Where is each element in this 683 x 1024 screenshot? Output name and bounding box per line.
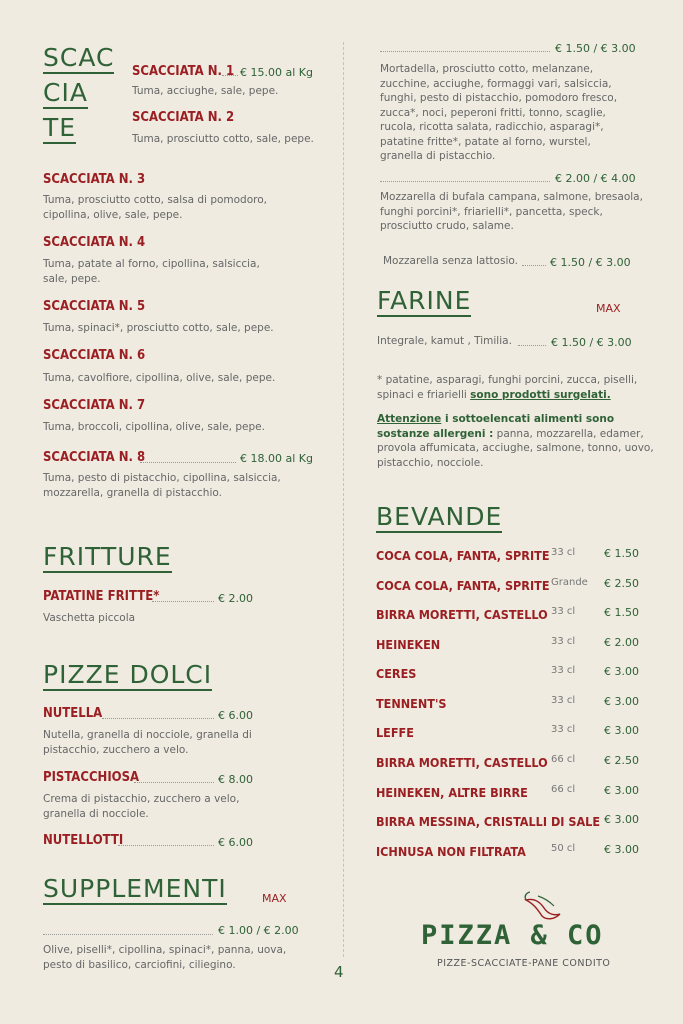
- drink-3-name: BIRRA MORETTI, CASTELLO: [376, 607, 548, 622]
- pistacchiosa-desc: Crema di pistacchio, zucchero a velo, granella di nocciole.: [43, 793, 240, 820]
- drink-9-size: 66 cl: [551, 784, 576, 795]
- column-divider: [343, 42, 344, 957]
- drink-7-price: € 3.00: [604, 724, 639, 737]
- scacciata-1-name: SCACCIATA N. 1: [132, 64, 235, 79]
- allergen-note-label: Attenzione: [377, 413, 442, 425]
- scacciata-6-name: SCACCIATA N. 6: [43, 348, 146, 363]
- dot-leader: [518, 345, 546, 346]
- dot-leader: [102, 718, 214, 719]
- scacciata-7-desc: Tuma, broccoli, cipollina, olive, sale, pepe.: [43, 421, 265, 433]
- lactose-free-label: Mozzarella senza lattosio.: [383, 255, 518, 267]
- patatine-fritte-name: PATATINE FRITTE*: [43, 589, 160, 604]
- brand-tagline: PIZZE-SCACCIATE-PANE CONDITO: [437, 958, 611, 969]
- drink-4-name: HEINEKEN: [376, 637, 441, 652]
- drink-6-price: € 3.00: [604, 695, 639, 708]
- scacciata-5-name: SCACCIATA N. 5: [43, 299, 146, 314]
- drink-1-size: 33 cl: [551, 547, 576, 558]
- drink-7-size: 33 cl: [551, 724, 576, 735]
- pistacchiosa-name: PISTACCHIOSA: [43, 770, 140, 785]
- drink-10-price: € 3.00: [604, 813, 639, 826]
- scacciata-2-desc: Tuma, prosciutto cotto, sale, pepe.: [132, 133, 314, 145]
- nutella-price: € 6.00: [218, 709, 253, 722]
- scacciata-7-name: SCACCIATA N. 7: [43, 398, 146, 413]
- drink-9-price: € 3.00: [604, 784, 639, 797]
- frozen-note-text: * patatine, asparagi, funghi porcini, zucca, piselli, spinaci e friarielli: [377, 374, 638, 401]
- scacciate-title-line-2: CIA: [43, 78, 88, 107]
- farine-price: € 1.50 / € 3.00: [551, 336, 632, 349]
- supplementi-group-2-desc: Mortadella, prosciutto cotto, melanzane, zucchine, acciughe, formaggi vari, salsiccia, funghi, pesto di pistacchio, pomodoro fresco, zucca*, noci, peperoni fritti, tonno, scaglie, rucola, ricotta salata, radicchio, asparagi*, patatine fritte*, patate al forno, wurstel, granella di pistacchio.: [380, 63, 618, 162]
- dot-leader: [152, 601, 214, 602]
- lactose-free-price: € 1.50 / € 3.00: [550, 256, 631, 269]
- farine-title: FARINE: [377, 286, 472, 315]
- allergen-note: [377, 412, 662, 470]
- supplementi-group-1-desc: Olive, piselli*, cipollina, spinaci*, panna, uova, pesto di basilico, carciofini, ciliegino.: [43, 944, 287, 971]
- scacciata-8-name: SCACCIATA N. 8: [43, 450, 146, 465]
- scacciata-1-desc: Tuma, acciughe, sale, pepe.: [132, 85, 279, 97]
- fritture-title: FRITTURE: [43, 542, 172, 571]
- drink-8-price: € 2.50: [604, 754, 639, 767]
- patatine-fritte-desc: Vaschetta piccola: [43, 612, 136, 624]
- chili-pepper-icon: [520, 890, 566, 924]
- drink-3-price: € 1.50: [604, 606, 639, 619]
- frozen-note-bold: sono prodotti surgelati.: [470, 388, 611, 401]
- drink-6-size: 33 cl: [551, 695, 576, 706]
- scacciata-8-price: € 18.00 al Kg: [240, 452, 313, 465]
- bevande-title: BEVANDE: [376, 502, 503, 531]
- supplementi-group-3-price: € 2.00 / € 4.00: [555, 172, 636, 185]
- scacciata-4-name: SCACCIATA N. 4: [43, 235, 146, 250]
- drink-2-name: COCA COLA, FANTA, SPRITE: [376, 578, 550, 593]
- scacciata-3-name: SCACCIATA N. 3: [43, 172, 146, 187]
- drink-11-name: ICHNUSA NON FILTRATA: [376, 844, 526, 859]
- page-number: 4: [334, 963, 344, 981]
- pizze-dolci-title: PIZZE DOLCI: [43, 660, 213, 689]
- scacciata-6-desc: Tuma, cavolfiore, cipollina, olive, sale, pepe.: [43, 372, 276, 384]
- patatine-fritte-price: € 2.00: [218, 592, 253, 605]
- farine-max-label: MAX: [596, 302, 621, 315]
- drink-11-size: 50 cl: [551, 843, 576, 854]
- farine-label: Integrale, kamut , Timilia.: [377, 335, 512, 347]
- nutellotti-name: NUTELLOTTI: [43, 833, 124, 848]
- scacciata-2-name: SCACCIATA N. 2: [132, 110, 235, 125]
- drink-3-size: 33 cl: [551, 606, 576, 617]
- dot-leader: [380, 51, 550, 52]
- scacciate-title-line-1: SCAC: [43, 43, 115, 72]
- drink-11-price: € 3.00: [604, 843, 639, 856]
- supplementi-group-1-price: € 1.00 / € 2.00: [218, 924, 299, 937]
- dot-leader: [522, 265, 546, 266]
- scacciata-5-desc: Tuma, spinaci*, prosciutto cotto, sale, pepe.: [43, 322, 274, 334]
- drink-2-price: € 2.50: [604, 577, 639, 590]
- dot-leader: [222, 75, 238, 76]
- drink-1-name: COCA COLA, FANTA, SPRITE: [376, 548, 550, 563]
- drink-4-price: € 2.00: [604, 636, 639, 649]
- supplementi-group-3-desc: Mozzarella di bufala campana, salmone, bresaola, funghi porcini*, friarielli*, pancetta, speck, prosciutto crudo, salame.: [380, 191, 643, 232]
- scacciate-title-line-3: TE: [43, 113, 77, 142]
- drink-4-size: 33 cl: [551, 636, 576, 647]
- drink-7-name: LEFFE: [376, 725, 414, 740]
- supplementi-group-2-price: € 1.50 / € 3.00: [555, 42, 636, 55]
- dot-leader: [43, 934, 213, 935]
- dot-leader: [134, 782, 214, 783]
- nutellotti-price: € 6.00: [218, 836, 253, 849]
- drink-8-size: 66 cl: [551, 754, 576, 765]
- allergen-note-text: panna, mozzarella, edamer, provola affumicata, acciughe, salmone, tonno, uovo, pistacchio, nocciole.: [377, 427, 654, 469]
- drink-5-size: 33 cl: [551, 665, 576, 676]
- drink-5-name: CERES: [376, 666, 417, 681]
- dot-leader: [140, 462, 236, 463]
- supplementi-max-label: MAX: [262, 892, 287, 905]
- drink-6-name: TENNENT'S: [376, 696, 447, 711]
- scacciate-title: [43, 45, 114, 144]
- drink-8-name: BIRRA MORETTI, CASTELLO: [376, 755, 548, 770]
- supplementi-title: SUPPLEMENTI: [43, 874, 227, 903]
- drink-10-name: BIRRA MESSINA, CRISTALLI DI SALE: [376, 814, 601, 829]
- drink-1-price: € 1.50: [604, 547, 639, 560]
- nutella-desc: Nutella, granella di nocciole, granella di pistacchio, zucchero a velo.: [43, 729, 252, 756]
- drink-5-price: € 3.00: [604, 665, 639, 678]
- scacciata-8-desc: Tuma, pesto di pistacchio, cipollina, salsiccia, mozzarella, granella di pistacchio.: [43, 472, 281, 499]
- dot-leader: [118, 845, 214, 846]
- drink-9-name: HEINEKEN, ALTRE BIRRE: [376, 785, 528, 800]
- pistacchiosa-price: € 8.00: [218, 773, 253, 786]
- scacciata-1-price: € 15.00 al Kg: [240, 66, 313, 79]
- scacciata-3-desc: Tuma, prosciutto cotto, salsa di pomodoro, cipollina, olive, sale, pepe.: [43, 194, 267, 221]
- frozen-note: [377, 373, 647, 402]
- dot-leader: [380, 181, 550, 182]
- nutella-name: NUTELLA: [43, 706, 103, 721]
- brand-name: PIZZA & CO: [421, 920, 604, 951]
- scacciata-4-desc: Tuma, patate al forno, cipollina, salsiccia, sale, pepe.: [43, 258, 260, 285]
- drink-2-size: Grande: [551, 577, 588, 588]
- allergen-note-bold: i sottoelencati alimenti sono sostanze allergeni :: [377, 413, 615, 440]
